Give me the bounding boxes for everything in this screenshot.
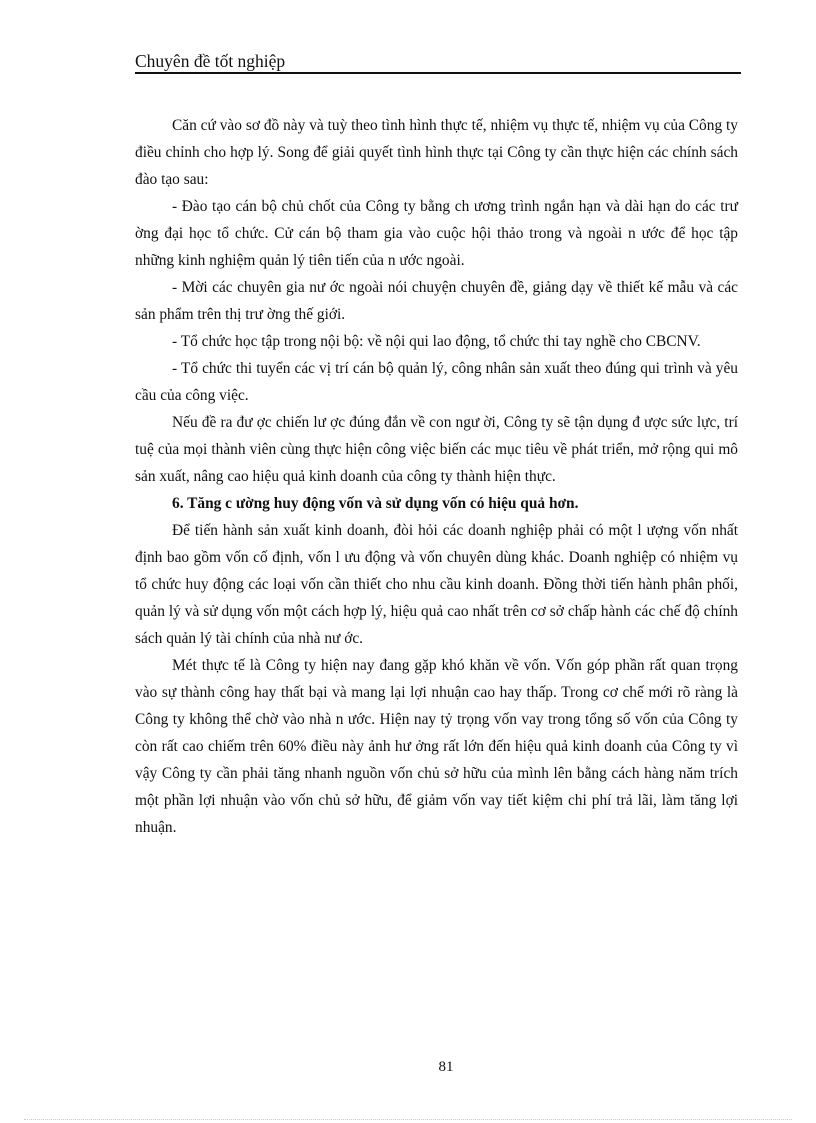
- paragraph-intro: Căn cứ vào sơ đồ này và tuỳ theo tình hình thực tế, nhiệm vụ thực tế, nhiệm vụ của Công ty điều chỉnh cho hợp lý. Song để giải quyết tình hình thực tại Công ty cần thực hiện các chính sách đào tạo sau:: [135, 117, 738, 188]
- document-body: [135, 112, 738, 841]
- paragraph-internal-training: - Tổ chức học tập trong nội bộ: về nội qui lao động, tổ chức thi tay nghề cho CBCNV.: [172, 333, 701, 350]
- page-header: [135, 50, 741, 74]
- section-heading-capital: 6. Tăng c ường huy động vốn và sử dụng vốn có hiệu quả hơn.: [172, 495, 579, 512]
- page-number: 81: [438, 1059, 454, 1075]
- paragraph-recruitment: - Tổ chức thi tuyển các vị trí cán bộ quản lý, công nhân sản xuất theo đúng qui trình và yêu cầu của công việc.: [135, 360, 738, 404]
- paragraph-training-staff: - Đào tạo cán bộ chủ chốt của Công ty bằng ch ương trình ngắn hạn và dài hạn do các trư ờng đại học tổ chức. Cử cán bộ tham gia vào cuộc hội thảo trong và ngoài n ước để học tập những kinh nghiệm quản lý tiên tiến của n ước ngoài.: [135, 198, 738, 269]
- page-bottom-divider: [24, 1119, 792, 1120]
- paragraph-foreign-experts: - Mời các chuyên gia nư ớc ngoài nói chuyện chuyên đề, giảng dạy về thiết kế mẫu và các sản phẩm trên thị trư ờng thế giới.: [135, 279, 738, 323]
- header-title: Chuyên đề tốt nghiệp: [135, 51, 286, 71]
- paragraph-capital-difficulty: Mét thực tế là Công ty hiện nay đang gặp khó khăn về vốn. Vốn góp phần rất quan trọng vào sự thành công hay thất bại và mang lại lợi nhuận cao hay thấp. Trong cơ chế mới rõ ràng là Công ty không thể chờ vào nhà n ước. Hiện nay tỷ trọng vốn vay trong tổng số vốn của Công ty còn rất cao chiếm trên 60% điều này ảnh hư ởng rất lớn đến hiệu quả kinh doanh của Công ty vì vậy Công ty cần phải tăng nhanh nguồn vốn chủ sở hữu của mình lên bằng cách hàng năm trích một phần lợi nhuận vào vốn chủ sở hữu, để giảm vốn vay tiết kiệm chi phí trả lãi, làm tăng lợi nhuận.: [135, 657, 738, 836]
- paragraph-capital-mobilization: Để tiến hành sản xuất kinh doanh, đòi hỏi các doanh nghiệp phải có một l ượng vốn nhất định bao gồm vốn cố định, vốn l ưu động và vốn chuyên dùng khác. Doanh nghiệp có nhiệm vụ tổ chức huy động các loại vốn cần thiết cho nhu cầu kinh doanh. Đồng thời tiến hành phân phối, quản lý và sử dụng vốn một cách hợp lý, hiệu quả cao nhất trên cơ sở chấp hành các chế độ chính sách quản lý tài chính của nhà nư ớc.: [135, 522, 738, 647]
- paragraph-human-strategy: Nếu đề ra đư ợc chiến lư ợc đúng đắn về con ngư ời, Công ty sẽ tận dụng đ ược sức lực, trí tuệ của mọi thành viên cùng thực hiện công việc biến các mục tiêu về phát triển, mở rộng qui mô sản xuất, nâng cao hiệu quả kinh doanh của công ty thành hiện thực.: [135, 414, 738, 485]
